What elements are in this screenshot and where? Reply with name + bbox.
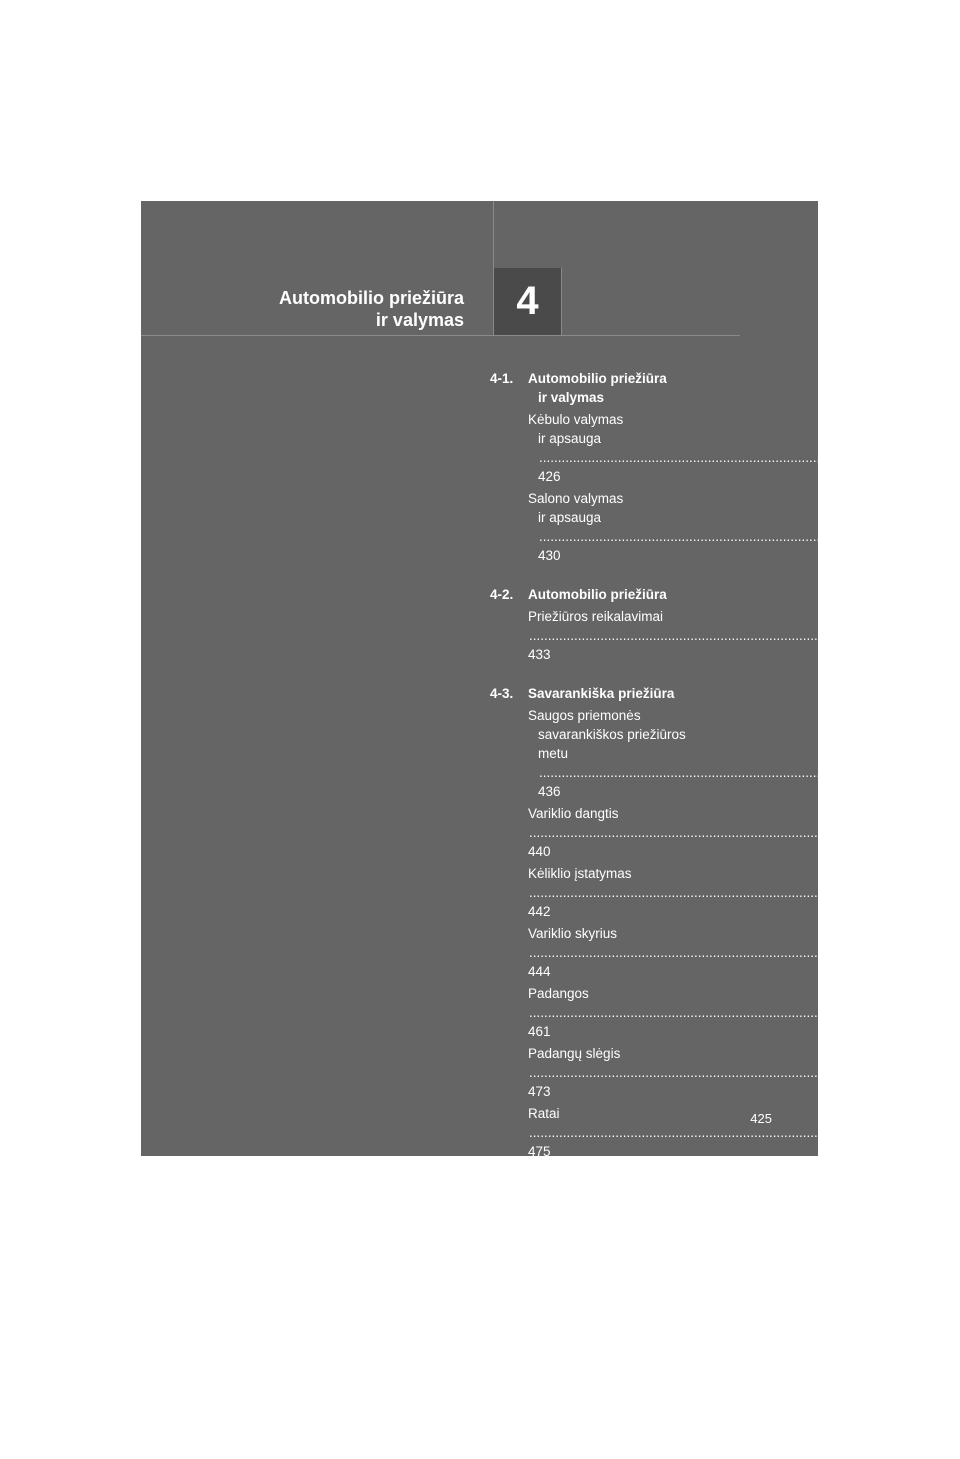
toc-entry[interactable] [528, 924, 738, 981]
chapter-title-line1: Automobilio priežiūra [278, 288, 464, 308]
dot-leader [539, 450, 929, 465]
toc-section [490, 585, 738, 664]
entry-page: 436 [538, 784, 561, 799]
section-title-line1: Automobilio priežiūra [528, 371, 667, 386]
toc-entry[interactable] [528, 1382, 738, 1439]
toc-entry[interactable] [528, 706, 738, 801]
dot-leader [529, 1125, 919, 1140]
dot-leader [529, 1264, 919, 1279]
dot-leader [529, 628, 919, 643]
entry-page: 430 [538, 548, 561, 563]
toc-entry[interactable] [528, 1164, 738, 1240]
chapter-panel [141, 201, 818, 1437]
toc-section [490, 369, 738, 565]
entry-leader-line [528, 1044, 738, 1101]
dot-leader [529, 885, 919, 900]
toc-entry[interactable] [528, 984, 738, 1041]
entry-leader-line [528, 607, 738, 664]
toc-entry[interactable] [528, 1243, 738, 1300]
entry-page: 475 [528, 1144, 551, 1159]
entry-leader-line [528, 429, 738, 486]
entry-title-last: metu [538, 746, 569, 761]
entry-leader-line [528, 804, 738, 861]
section-number: 4-2. [490, 587, 514, 602]
entry-title-last: ir apsauga [538, 510, 602, 525]
entry-page: 485 [538, 1362, 561, 1377]
entry-title-last: Ratai [528, 1106, 560, 1121]
entry-leader-line [528, 1104, 738, 1161]
entry-title-line: Oro kondicionieriaus [528, 1166, 652, 1181]
entry-page: 461 [528, 1024, 551, 1039]
chapter-number-box [493, 268, 562, 335]
toc-entry[interactable] [528, 410, 738, 486]
toc-entry[interactable] [528, 864, 738, 921]
toc-entry[interactable] [528, 1104, 738, 1161]
entry-leader-line [528, 1382, 738, 1439]
chapter-number: 4 [516, 279, 539, 323]
toc-entry[interactable] [528, 607, 738, 664]
entry-leader-line [528, 864, 738, 921]
entry-page: 442 [528, 904, 551, 919]
entry-title-last: Variklio skyrius [528, 926, 618, 941]
entry-title-line: savarankiškos priežiūros [538, 727, 686, 742]
entry-title-line: Saugos priemonės [528, 708, 641, 723]
divider-horizontal [141, 335, 740, 336]
dot-leader [529, 1403, 919, 1418]
section-title-line1: Automobilio priežiūra [528, 587, 667, 602]
entry-leader-line [528, 508, 738, 565]
chapter-title [279, 287, 464, 331]
entry-page: 473 [528, 1084, 551, 1099]
section-heading [490, 684, 738, 703]
toc-entry[interactable] [528, 1044, 738, 1101]
dot-leader [529, 1005, 919, 1020]
dot-leader [539, 765, 929, 780]
section-heading [490, 369, 738, 407]
entry-title-line: Kėbulo valymas [528, 412, 624, 427]
entry-title-last: Padangų slėgis [528, 1046, 621, 1061]
toc-section [490, 684, 738, 1439]
section-title [528, 684, 738, 703]
page-number: 425 [750, 1111, 772, 1126]
section-title [528, 585, 738, 604]
entry-page: 444 [528, 964, 551, 979]
entry-page: 478 [538, 1223, 561, 1238]
entry-title-last: Lemputės [528, 1384, 588, 1399]
entry-leader-line [528, 984, 738, 1041]
entry-leader-line [528, 924, 738, 981]
chapter-title-line2: ir valymas [375, 310, 464, 330]
entry-leader-line [528, 1322, 738, 1379]
section-title-line2: ir valymas [538, 390, 605, 405]
entry-title-last: ir apsauga [538, 431, 602, 446]
entry-page: 500 [528, 1422, 551, 1437]
section-title-line1: Savarankiška priežiūra [528, 686, 675, 701]
toc-entry[interactable] [528, 1303, 738, 1379]
dot-leader [529, 945, 919, 960]
toc-entry[interactable] [528, 804, 738, 861]
entry-title-last: keitimas [538, 1324, 588, 1339]
entry-page: 433 [528, 647, 551, 662]
dot-leader [539, 529, 929, 544]
toc-entry[interactable] [528, 489, 738, 565]
entry-title-last: Kėliklio įstatymas [528, 866, 632, 881]
dot-leader [539, 1204, 929, 1219]
entry-title-last: Padangos [528, 986, 589, 1001]
entry-title-line: Salono valymas [528, 491, 624, 506]
entry-page: 426 [538, 469, 561, 484]
entry-leader-line [528, 744, 738, 801]
section-heading [490, 585, 738, 604]
section-title [528, 369, 738, 407]
entry-leader-line [528, 1183, 738, 1240]
entry-title-last: Priežiūros reikalavimai [528, 609, 664, 624]
entry-page: 440 [528, 844, 551, 859]
dot-leader [529, 1065, 919, 1080]
entry-title-last: Raktelio baterija [528, 1245, 625, 1260]
dot-leader [539, 1343, 929, 1358]
entry-title-line: Saugiklių tikrinimas ir [528, 1305, 655, 1320]
table-of-contents [490, 369, 738, 1459]
dot-leader [529, 825, 919, 840]
entry-page: 481 [528, 1283, 551, 1298]
entry-leader-line [528, 1243, 738, 1300]
entry-title-last: Variklio dangtis [528, 806, 619, 821]
section-number: 4-3. [490, 686, 514, 701]
section-number: 4-1. [490, 371, 514, 386]
entry-title-last: filtras [538, 1185, 571, 1200]
